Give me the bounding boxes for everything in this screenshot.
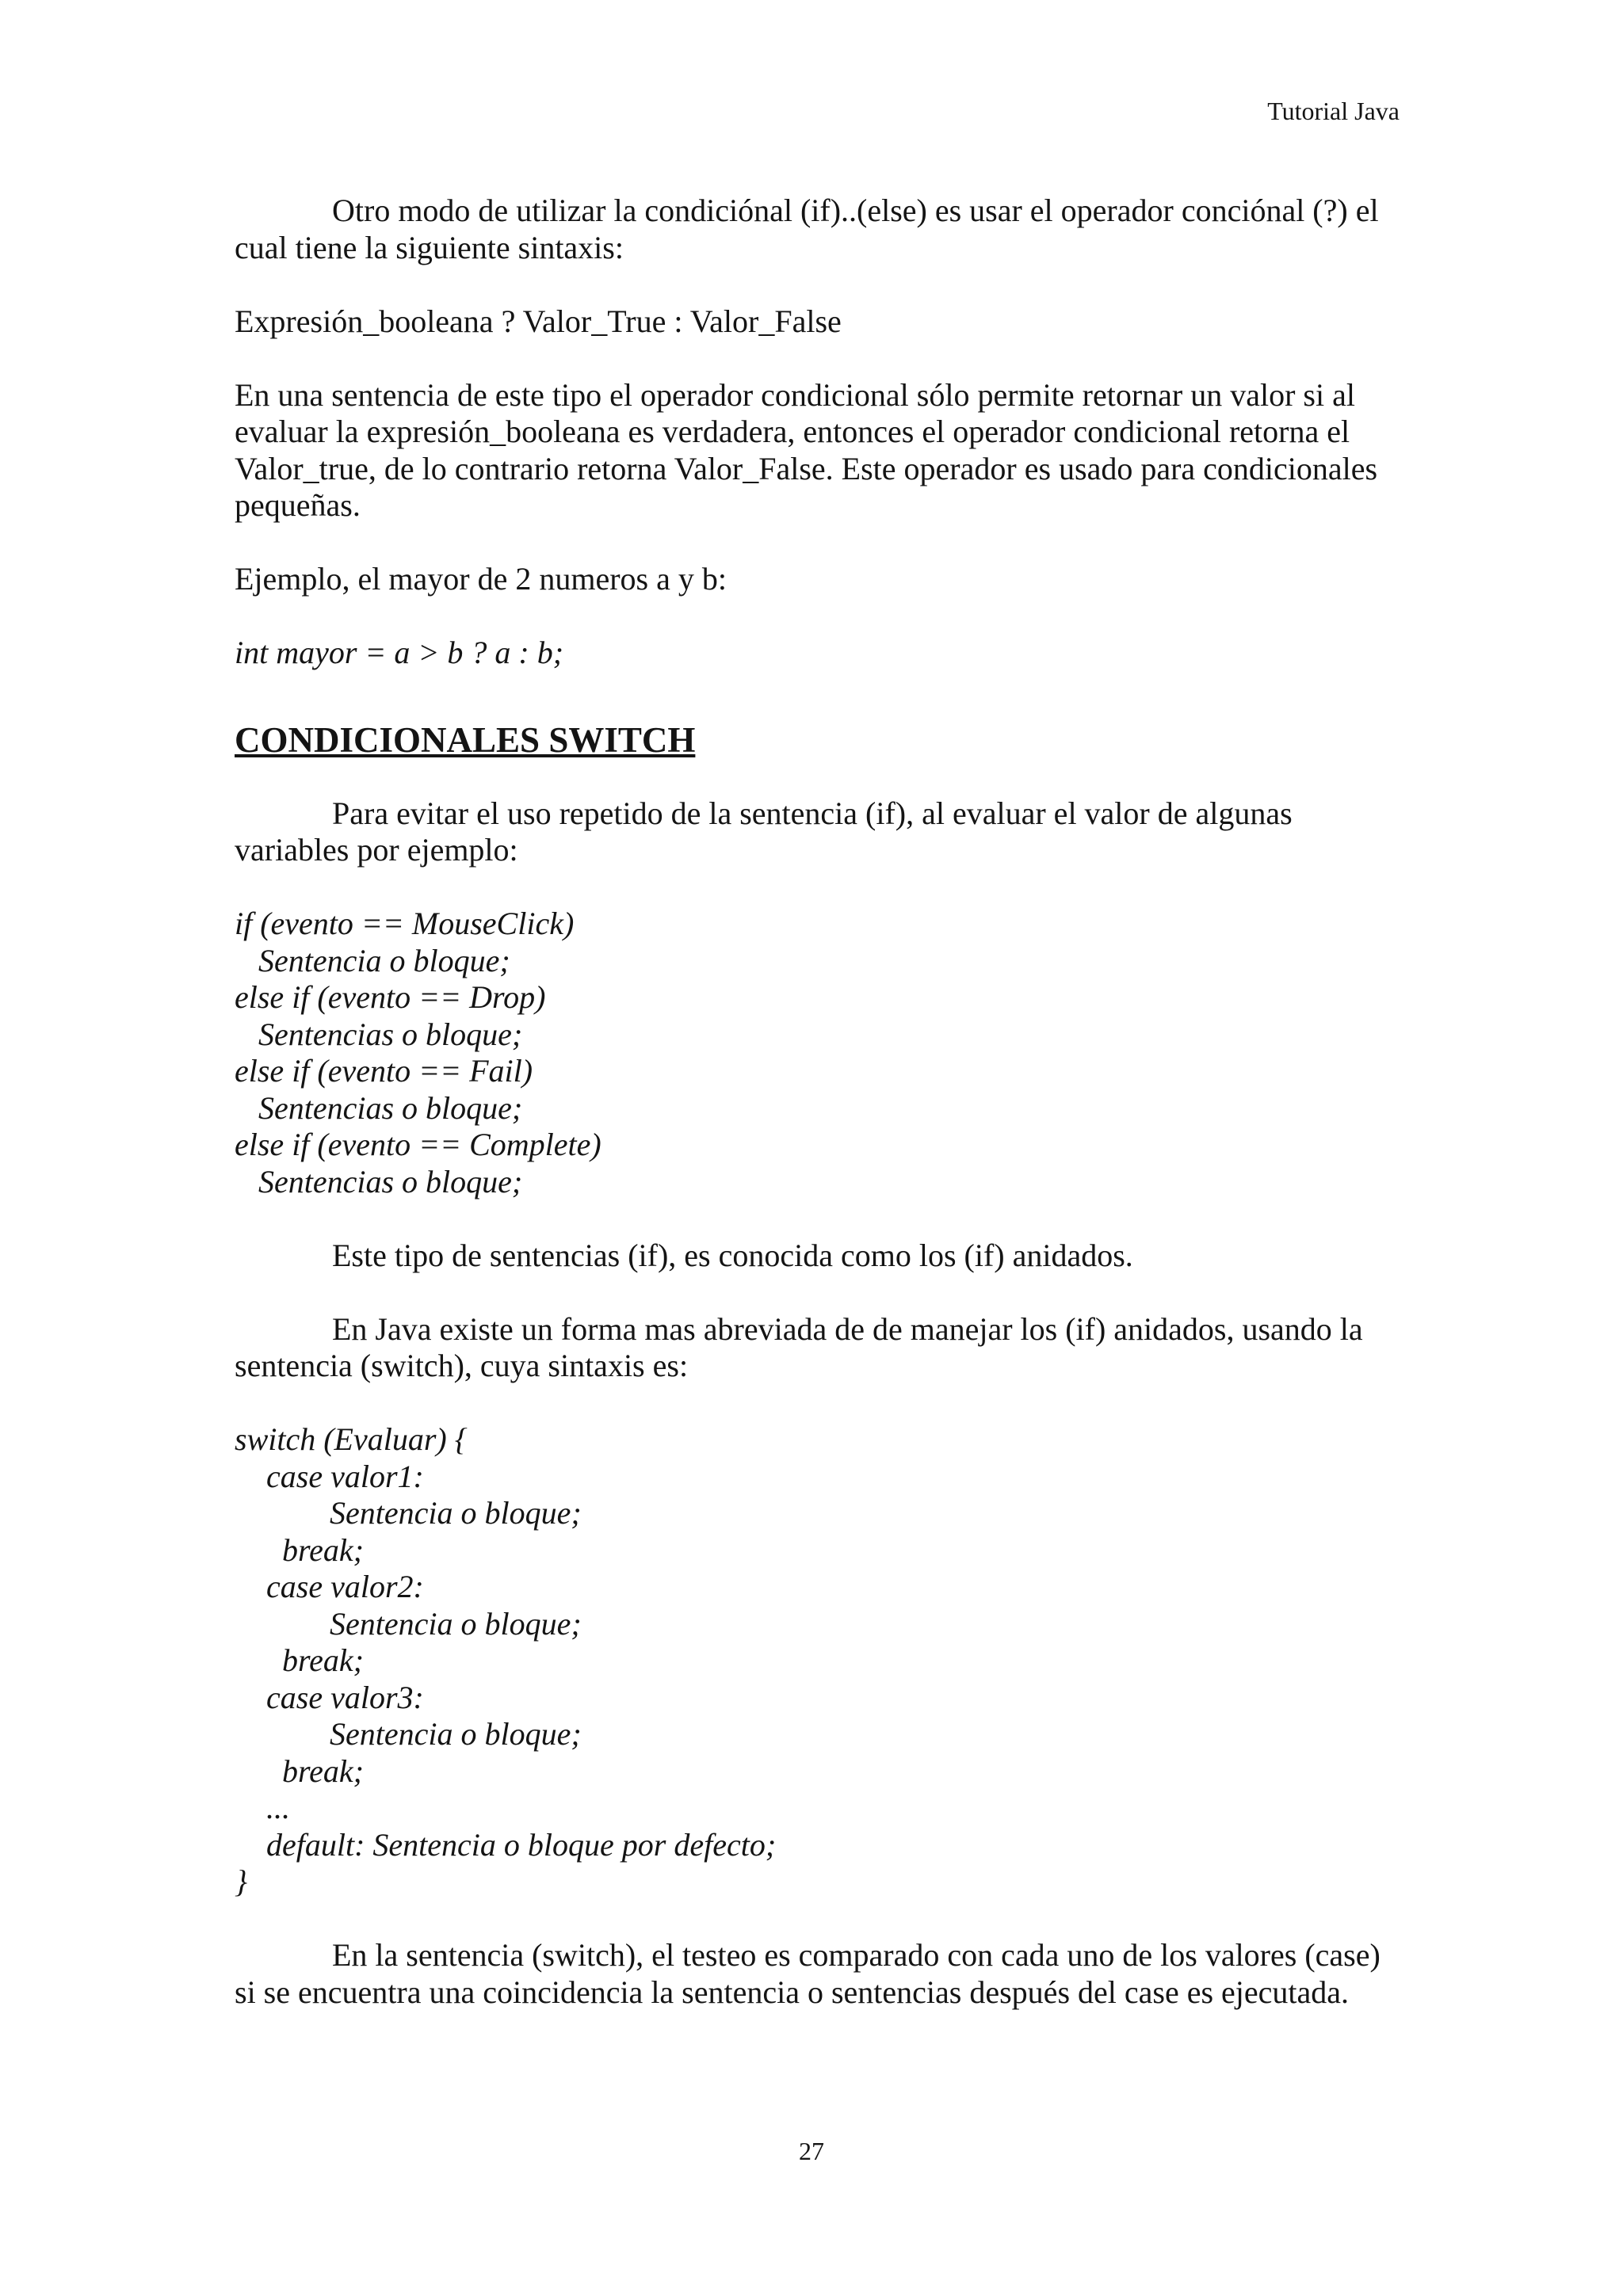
code-line: Sentencia o bloque; <box>235 942 510 978</box>
ternary-syntax: Expresión_booleana ? Valor_True : Valor_False <box>235 303 842 339</box>
section-heading: CONDICIONALES SWITCH <box>235 719 696 760</box>
code-line: else if (evento == Fail) <box>235 1053 533 1089</box>
paragraph-example-intro: Ejemplo, el mayor de 2 numeros a y b: <box>235 561 727 597</box>
code-line: default: Sentencia o bloque por defecto; <box>235 1826 777 1863</box>
code-line: else if (evento == Drop) <box>235 979 546 1015</box>
paragraph-nested-if-note: Este tipo de sentencias (if), es conocida como los (if) anidados. <box>332 1237 1133 1273</box>
code-line: Sentencia o bloque; <box>235 1495 582 1531</box>
paragraph-ternary-explanation: En una sentencia de este tipo el operador condicional sólo permite retornar un valor si al evaluar la expresión_booleana es verdadera, entonces el operador condicional retorna el Valor_true, de lo contrario retorna Valor_False. Este operador es usado para condicionales pequeñas. <box>235 376 1378 523</box>
code-line: Sentencias o bloque; <box>235 1163 523 1199</box>
paragraph-switch-explanation: En la sentencia (switch), el testeo es comparado con cada uno de los valores (case) si se encuentra una coincidencia la sentencia o sentencias después del case es ejecutada. <box>235 1937 1381 2010</box>
code-line: Sentencias o bloque; <box>235 1089 523 1126</box>
page-number: 27 <box>799 2137 824 2165</box>
code-line: else if (evento == Complete) <box>235 1127 601 1162</box>
code-line: Sentencia o bloque; <box>235 1716 582 1752</box>
running-header: Tutorial Java <box>1267 97 1400 125</box>
page-body <box>235 193 1400 2048</box>
paragraph-switch-intro: Para evitar el uso repetido de la sentencia (if), al evaluar el valor de algunas variables por ejemplo: <box>235 795 1293 868</box>
code-switch-syntax <box>235 1421 1400 1901</box>
code-line: case valor1: <box>235 1458 424 1494</box>
code-line: case valor2: <box>235 1569 424 1604</box>
code-nested-if <box>235 906 1400 1200</box>
code-line: switch (Evaluar) { <box>235 1421 468 1457</box>
code-line: break; <box>235 1531 364 1568</box>
code-ternary-example: int mayor = a > b ? a : b; <box>235 635 564 670</box>
code-line: } <box>235 1863 247 1899</box>
paragraph-switch-syntax-intro: En Java existe un forma mas abreviada de de manejar los (if) anidados, usando la sentencia (switch), cuya sintaxis es: <box>235 1310 1363 1383</box>
code-line: break; <box>235 1642 364 1678</box>
code-line: Sentencia o bloque; <box>235 1605 582 1642</box>
code-line: break; <box>235 1753 364 1789</box>
code-line: if (evento == MouseClick) <box>235 906 575 941</box>
code-line: ... <box>235 1790 290 1825</box>
paragraph-ternary-intro: Otro modo de utilizar la condiciónal (if)..(else) es usar el operador conciónal (?) el cual tiene la siguiente sintaxis: <box>235 193 1379 265</box>
code-line: Sentencias o bloque; <box>235 1016 523 1052</box>
code-line: case valor3: <box>235 1679 424 1715</box>
